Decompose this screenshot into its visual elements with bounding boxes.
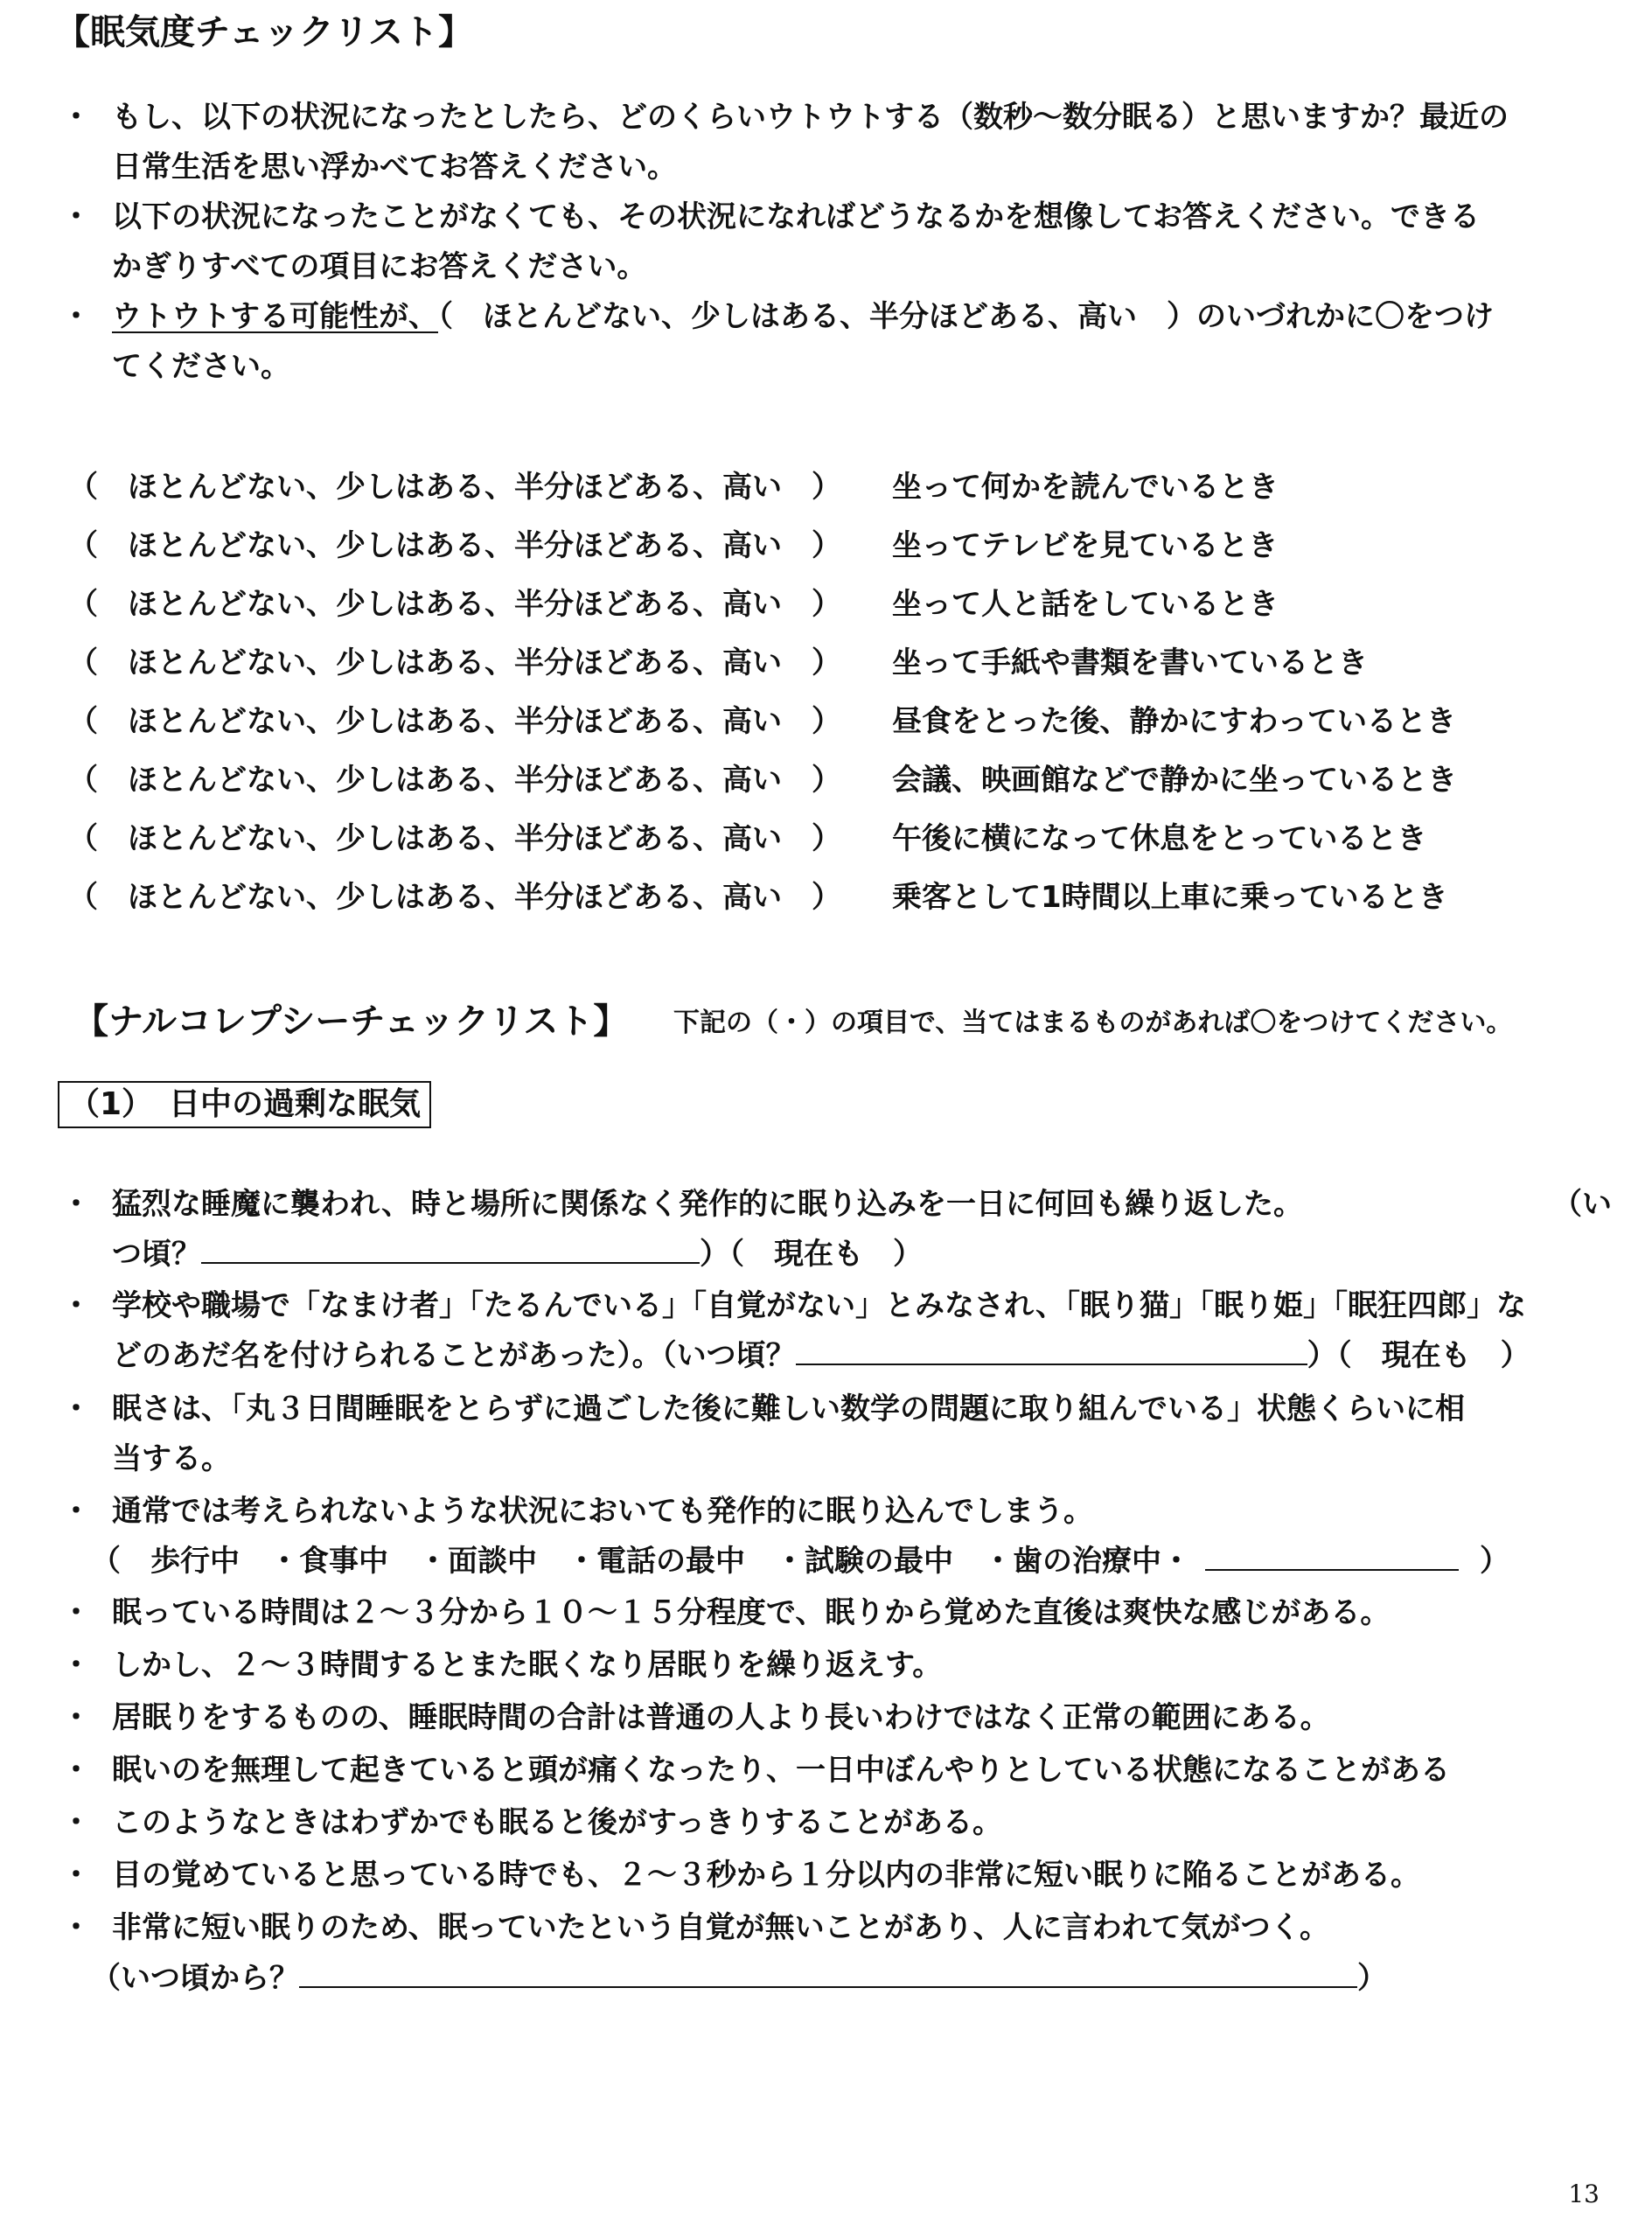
choice-options[interactable]: （ ほとんどない、少しはある、半分ほどある、高い ） <box>68 470 841 505</box>
bullet: ・ <box>61 299 91 334</box>
section-label-box <box>58 1081 431 1128</box>
last-when-label: （いつ頃から？ <box>91 1961 299 1996</box>
when-blank[interactable] <box>201 1231 700 1264</box>
choice-options[interactable]: （ ほとんどない、少しはある、半分ほどある、高い ） <box>68 528 841 563</box>
bullet: ・ <box>61 1910 91 1945</box>
instruction-3-line1 <box>112 290 1494 343</box>
choice-options[interactable]: （ ほとんどない、少しはある、半分ほどある、高い ） <box>68 763 841 798</box>
narcolepsy-note: 下記の（・）の項目で、当てはまるものがあれば〇をつけてください。 <box>673 1008 1513 1038</box>
item-3-line2: 当する。 <box>112 1441 231 1476</box>
situation-item: 坐ってテレビを見ているとき <box>892 528 1279 563</box>
item-8: 眠いのを無理して起きていると頭が痛くなったり、一日中ぼんやりとしている状態になることがある <box>112 1753 1450 1788</box>
instruction-1-line2: 日常生活を思い浮かべてお答えください。 <box>112 150 677 185</box>
bullet: ・ <box>61 1648 91 1683</box>
item-4-line2 <box>91 1535 1509 1587</box>
bullet: ・ <box>61 1805 91 1840</box>
sleepiness-title: 【眠気度チェックリスト】 <box>55 12 473 52</box>
bullet: ・ <box>61 199 91 234</box>
last-when-line <box>91 1952 1387 2005</box>
page-number: 13 <box>1568 2180 1600 2208</box>
bullet: ・ <box>61 1494 91 1529</box>
bullet: ・ <box>61 1700 91 1735</box>
instruction-3-line2: てください。 <box>112 349 290 384</box>
bullet: ・ <box>61 100 91 135</box>
item-9: このようなときはわずかでも眠ると後がすっきりすることがある。 <box>112 1805 1002 1840</box>
situation-item: 坐って手紙や書類を書いているとき <box>892 645 1368 680</box>
other-situation-blank[interactable] <box>1205 1538 1459 1571</box>
situation-item: 坐って何かを読んでいるとき <box>892 470 1279 505</box>
instruction-3-rest: （ ほとんどない、少しはある、半分ほどある、高い ）のいづれかに〇をつけ <box>437 299 1494 334</box>
item-5: 眠っている時間は２～３分から１０～１５分程度で、眠りから覚めた直後は爽快な感じがある。 <box>112 1595 1391 1630</box>
item-1-current: ）（ 現在も ） <box>700 1237 923 1272</box>
choice-options[interactable]: （ ほとんどない、少しはある、半分ほどある、高い ） <box>68 587 841 622</box>
item-1-line2 <box>112 1228 923 1280</box>
bullet: ・ <box>61 1392 91 1426</box>
item-7: 居眠りをするものの、睡眠時間の合計は普通の人より長いわけではなく正常の範囲にある。 <box>112 1700 1330 1735</box>
situation-item: 会議、映画館などで静かに坐っているとき <box>892 763 1457 798</box>
last-when-close: ） <box>1357 1961 1387 1996</box>
instruction-2-line2: かぎりすべての項目にお答えください。 <box>112 249 647 284</box>
item-3-line1: 眠さは、「丸３日間睡眠をとらずに過ごした後に難しい数学の問題に取り組んでいる」状態くらいに相 <box>112 1392 1465 1426</box>
bullet: ・ <box>61 1187 91 1222</box>
item-2-line1: 学校や職場で「なまけ者」「たるんでいる」「自覚がない」とみなされ、「眠り猫」「眠り姫」「眠狂四郎」な <box>112 1288 1527 1323</box>
bullet: ・ <box>61 1288 91 1323</box>
choice-options[interactable]: （ ほとんどない、少しはある、半分ほどある、高い ） <box>68 821 841 856</box>
item-4-line1: 通常では考えられないような状況においても発作的に眠り込んでしまう。 <box>112 1494 1093 1529</box>
item-1-when-label: つ頃？ <box>112 1237 201 1272</box>
situation-item: 午後に横になって休息をとっているとき <box>892 821 1427 856</box>
instruction-1-line1: もし、以下の状況になったとしたら、どのくらいウトウトする（数秒～数分眠る）と思いますか？最近の <box>112 100 1509 135</box>
choice-options[interactable]: （ ほとんどない、少しはある、半分ほどある、高い ） <box>68 880 841 915</box>
item-1-tail: （い <box>1552 1187 1612 1222</box>
choice-options[interactable]: （ ほとんどない、少しはある、半分ほどある、高い ） <box>68 704 841 739</box>
item-11: 非常に短い眠りのため、眠っていたという自覚が無いことがあり、人に言われて気がつく。 <box>112 1910 1329 1945</box>
item-2-line2 <box>112 1329 1530 1382</box>
bullet: ・ <box>61 1595 91 1630</box>
instruction-2-line1: 以下の状況になったことがなくても、その状況になればどうなるかを想像してお答えください。できる <box>112 199 1480 234</box>
when-blank[interactable] <box>796 1332 1307 1365</box>
section-label: （1） 日中の過剰な眠気 <box>58 1081 431 1128</box>
item-2-prefix: どのあだ名を付けられることがあった）。（いつ頃？ <box>112 1338 796 1373</box>
situation-item: 乗客として1時間以上車に乗っているとき <box>892 880 1448 915</box>
item-4-close: ） <box>1480 1544 1509 1579</box>
situation-item: 坐って人と話をしているとき <box>892 587 1279 622</box>
instruction-3-underlined: ウトウトする可能性が、 <box>112 299 438 334</box>
bullet: ・ <box>61 1858 91 1893</box>
choice-options[interactable]: （ ほとんどない、少しはある、半分ほどある、高い ） <box>68 645 841 680</box>
item-1-line1: 猛烈な睡魔に襲われ、時と場所に関係なく発作的に眠り込みを一日に何回も繰り返した。 <box>112 1187 1304 1222</box>
item-2-current: ）（ 現在も ） <box>1307 1338 1530 1373</box>
bullet: ・ <box>61 1753 91 1788</box>
item-4-situations: （ 歩行中 ・食事中 ・面談中 ・電話の最中 ・試験の最中 ・歯の治療中・ <box>91 1544 1191 1579</box>
since-when-blank[interactable] <box>299 1955 1357 1988</box>
situation-item: 昼食をとった後、静かにすわっているとき <box>892 704 1456 739</box>
narcolepsy-title: 【ナルコレプシーチェックリスト】 <box>73 1001 629 1042</box>
item-6: しかし、２～３時間するとまた眠くなり居眠りを繰り返えす。 <box>112 1648 943 1683</box>
item-10: 目の覚めていると思っている時でも、２～３秒から１分以内の非常に短い眠りに陥ることがある。 <box>112 1858 1420 1893</box>
